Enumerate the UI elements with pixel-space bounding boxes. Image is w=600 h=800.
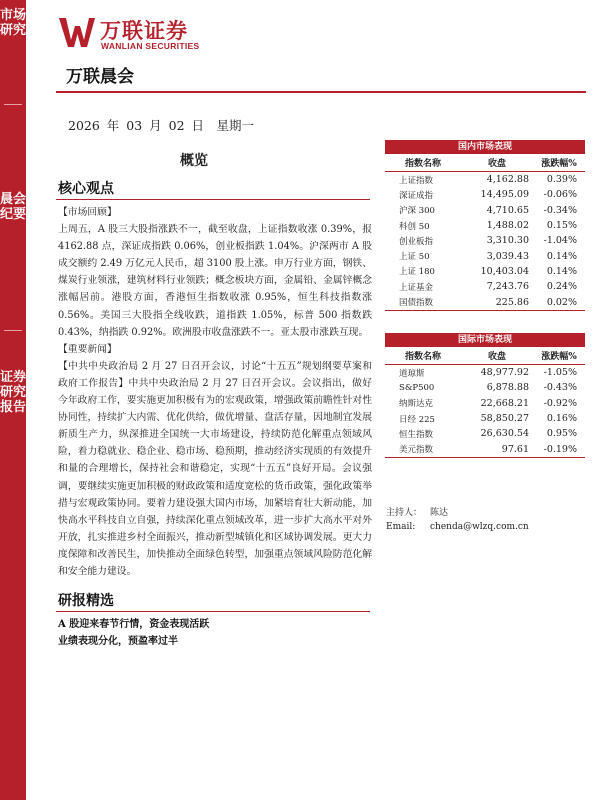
close-value-cell: 97.61 — [461, 441, 533, 457]
change-pct-cell: 0.02% — [533, 294, 585, 310]
close-value-cell: 10,403.04 — [480, 265, 529, 277]
index-name-cell: 科创 50 — [399, 221, 430, 232]
core-view-heading: 核心观点 — [58, 181, 114, 197]
host-line — [386, 505, 448, 518]
research-pick-subtitle: 业绩表现分化，预盈率过半 — [58, 636, 178, 647]
sidebar-label-market-research: 市场研究 — [0, 8, 27, 38]
column-header-change: 涨跌幅% — [533, 154, 585, 172]
index-name-cell: 上证基金 — [399, 282, 434, 293]
index-name-cell: 沪深 300 — [399, 206, 435, 217]
change-pct-cell: -0.92% — [543, 397, 577, 409]
close-value-cell: 26,630.54 — [480, 428, 529, 440]
sidebar-divider — [4, 330, 22, 331]
sidebar-divider — [4, 104, 22, 105]
table-row — [385, 172, 585, 188]
research-pick-link[interactable]: A 股迎来春节行情，资金表现活跃 — [58, 619, 210, 630]
index-name-cell: 深证成指 — [399, 190, 434, 201]
close-value-cell: 58,850.27 — [480, 413, 529, 425]
close-value-cell: 4,710.65 — [486, 204, 529, 216]
table-row — [385, 233, 585, 248]
host-name: 陈达 — [430, 508, 449, 518]
index-name-cell: 国债指数 — [385, 294, 461, 310]
email-label: Email: — [386, 522, 416, 532]
table-row — [385, 218, 585, 233]
index-name-cell: 上证 50 — [399, 252, 430, 263]
close-value-cell: 3,310.30 — [486, 235, 529, 247]
international-market-table — [385, 333, 585, 458]
table-row — [385, 279, 585, 294]
sidebar-label-securities-report: 证券研究报告 — [0, 370, 27, 415]
close-value-cell: 14,495.09 — [480, 189, 529, 201]
change-pct-cell: -0.06% — [543, 189, 577, 201]
change-pct-cell: -1.05% — [543, 367, 577, 379]
section-divider — [56, 199, 370, 200]
index-name-cell: 日经 225 — [399, 414, 435, 425]
table-row — [385, 248, 585, 263]
table-header-row — [385, 154, 585, 172]
domestic-market-caption: 国内市场表现 — [385, 140, 585, 154]
brand-logo — [58, 14, 228, 54]
change-pct-cell: 0.14% — [546, 250, 577, 262]
left-sidebar — [0, 0, 26, 800]
overview-heading: 概览 — [180, 153, 208, 169]
change-pct-cell: 0.14% — [546, 265, 577, 277]
table-row — [385, 203, 585, 218]
table-row — [385, 294, 585, 310]
domestic-market-table — [385, 140, 585, 311]
change-pct-cell: 0.39% — [546, 174, 577, 186]
index-name-cell: 纳斯达克 — [399, 399, 434, 410]
table-row — [385, 380, 585, 395]
change-pct-cell: -0.19% — [533, 441, 585, 457]
host-label: 主持人： — [386, 508, 423, 518]
report-date: 2026 年 03 月 02 日 星期一 — [68, 118, 254, 133]
report-title: 万联晨会 — [66, 67, 134, 87]
close-value-cell: 4,162.88 — [486, 174, 529, 186]
index-name-cell: 道琼斯 — [399, 368, 425, 379]
close-value-cell: 6,878.88 — [486, 382, 529, 394]
change-pct-cell: 0.95% — [546, 428, 577, 440]
index-name-cell: 美元指数 — [385, 441, 461, 457]
close-value-cell: 3,039.43 — [486, 250, 529, 262]
close-value-cell: 7,243.76 — [486, 281, 529, 293]
research-picks-heading: 研报精选 — [58, 593, 114, 609]
index-name-cell: 恒生指数 — [399, 429, 434, 440]
table-row — [385, 264, 585, 279]
email-link[interactable]: chenda@wlzq.com.cn — [430, 522, 529, 532]
change-pct-cell: -1.04% — [543, 235, 577, 247]
close-value-cell: 22,668.21 — [480, 397, 529, 409]
core-view-body — [58, 204, 372, 580]
international-market-caption: 国际市场表现 — [385, 333, 585, 347]
close-value-cell: 48,977.92 — [480, 367, 529, 379]
section-divider — [56, 611, 370, 612]
market-review-tag: 【市场回顾】 — [58, 207, 117, 218]
email-line — [386, 522, 529, 532]
brand-name-en: WANLIAN SECURITIES — [101, 41, 200, 51]
brand-name-cn: 万联证券 — [100, 19, 188, 43]
brand-w-mark-icon — [58, 14, 96, 50]
sidebar-label-morning-notes: 晨会纪要 — [0, 192, 27, 222]
change-pct-cell: -0.43% — [543, 382, 577, 394]
change-pct-cell: 0.24% — [546, 281, 577, 293]
close-value-cell: 1,488.02 — [486, 220, 529, 232]
column-header-index: 指数名称 — [385, 347, 461, 365]
index-name-cell: S&P500 — [399, 382, 435, 393]
change-pct-cell: 0.16% — [546, 413, 577, 425]
index-name-cell: 上证指数 — [399, 175, 434, 186]
index-name-cell: 创业板指 — [399, 236, 434, 247]
close-value-cell: 225.86 — [461, 294, 533, 310]
table-row — [385, 441, 585, 457]
table-row — [385, 365, 585, 381]
table-header-row — [385, 347, 585, 365]
change-pct-cell: -0.34% — [543, 204, 577, 216]
column-header-close: 收盘 — [461, 347, 533, 365]
column-header-change: 涨跌幅% — [533, 347, 585, 365]
index-name-cell: 上证 180 — [399, 267, 435, 278]
table-row — [385, 411, 585, 426]
column-header-close: 收盘 — [461, 154, 533, 172]
market-review-text: 上周五，A 股三大股指涨跌不一，截至收盘，上证指数收涨 0.39%，报 4162.88 点，深证成指跌 0.06%，创业板指跌 1.04%。沪深两市 A 股成交额约 2.49 万亿元人民币，超 3100 股上涨。申万行业方面，钢铁、煤炭行业领涨，建筑材料行业领跌；概念板块方面，金属铅、金属锌概念涨幅居前。港股方面，香港恒生指数收涨 0.95%，恒生科技指数涨 0.56%。美国三大股指全线收跌，道指跌 1.05%，标普 500 指数跌 0.43%，纳指跌 0.92%。欧洲股市收盘涨跌不一。亚太股市涨跌互现。 — [58, 224, 372, 338]
table-row — [385, 396, 585, 411]
table-row — [385, 426, 585, 441]
important-news-tag: 【重要新闻】 — [58, 343, 117, 355]
column-header-index: 指数名称 — [385, 154, 461, 172]
change-pct-cell: 0.15% — [546, 220, 577, 232]
important-news-text: 【中共中央政治局 2 月 27 日召开会议，讨论“十五五”规划纲要草案和政府工作报告】中共中央政治局 2 月 27 日召开会议。会议指出，做好今年政府工作，要实施更加积极有为的宏观政策，增强政策前瞻性针对性协同性，持续扩大内需、优化供给，做优增量、盘活存量，因地制宜发展新质生产力，纵深推进全国统一大市场建设，持续防范化解重点领域风险，着力稳就业、稳企业、稳市场、稳预期，推动经济实现质的有效提升和量的合理增长，保持社会和谐稳定，实现“十五五”良好开局。会议强调，要继续实施更加积极的财政政策和适度宽松的货币政策，强化政策举措与宏观政策协同。要着力建设强大国内市场，加紧培育壮大新动能，加快高水平科技自立自强，持续深化重点领域改革，进一步扩大高水平对外开放，扎实推进乡村全面振兴，推动新型城镇化和区域协调发展。更大力度保障和改善民生，加快推动全面绿色转型，加强重点领域风险防范化解和安全能力建设。 — [58, 360, 372, 577]
title-divider — [56, 91, 586, 93]
table-row — [385, 187, 585, 202]
